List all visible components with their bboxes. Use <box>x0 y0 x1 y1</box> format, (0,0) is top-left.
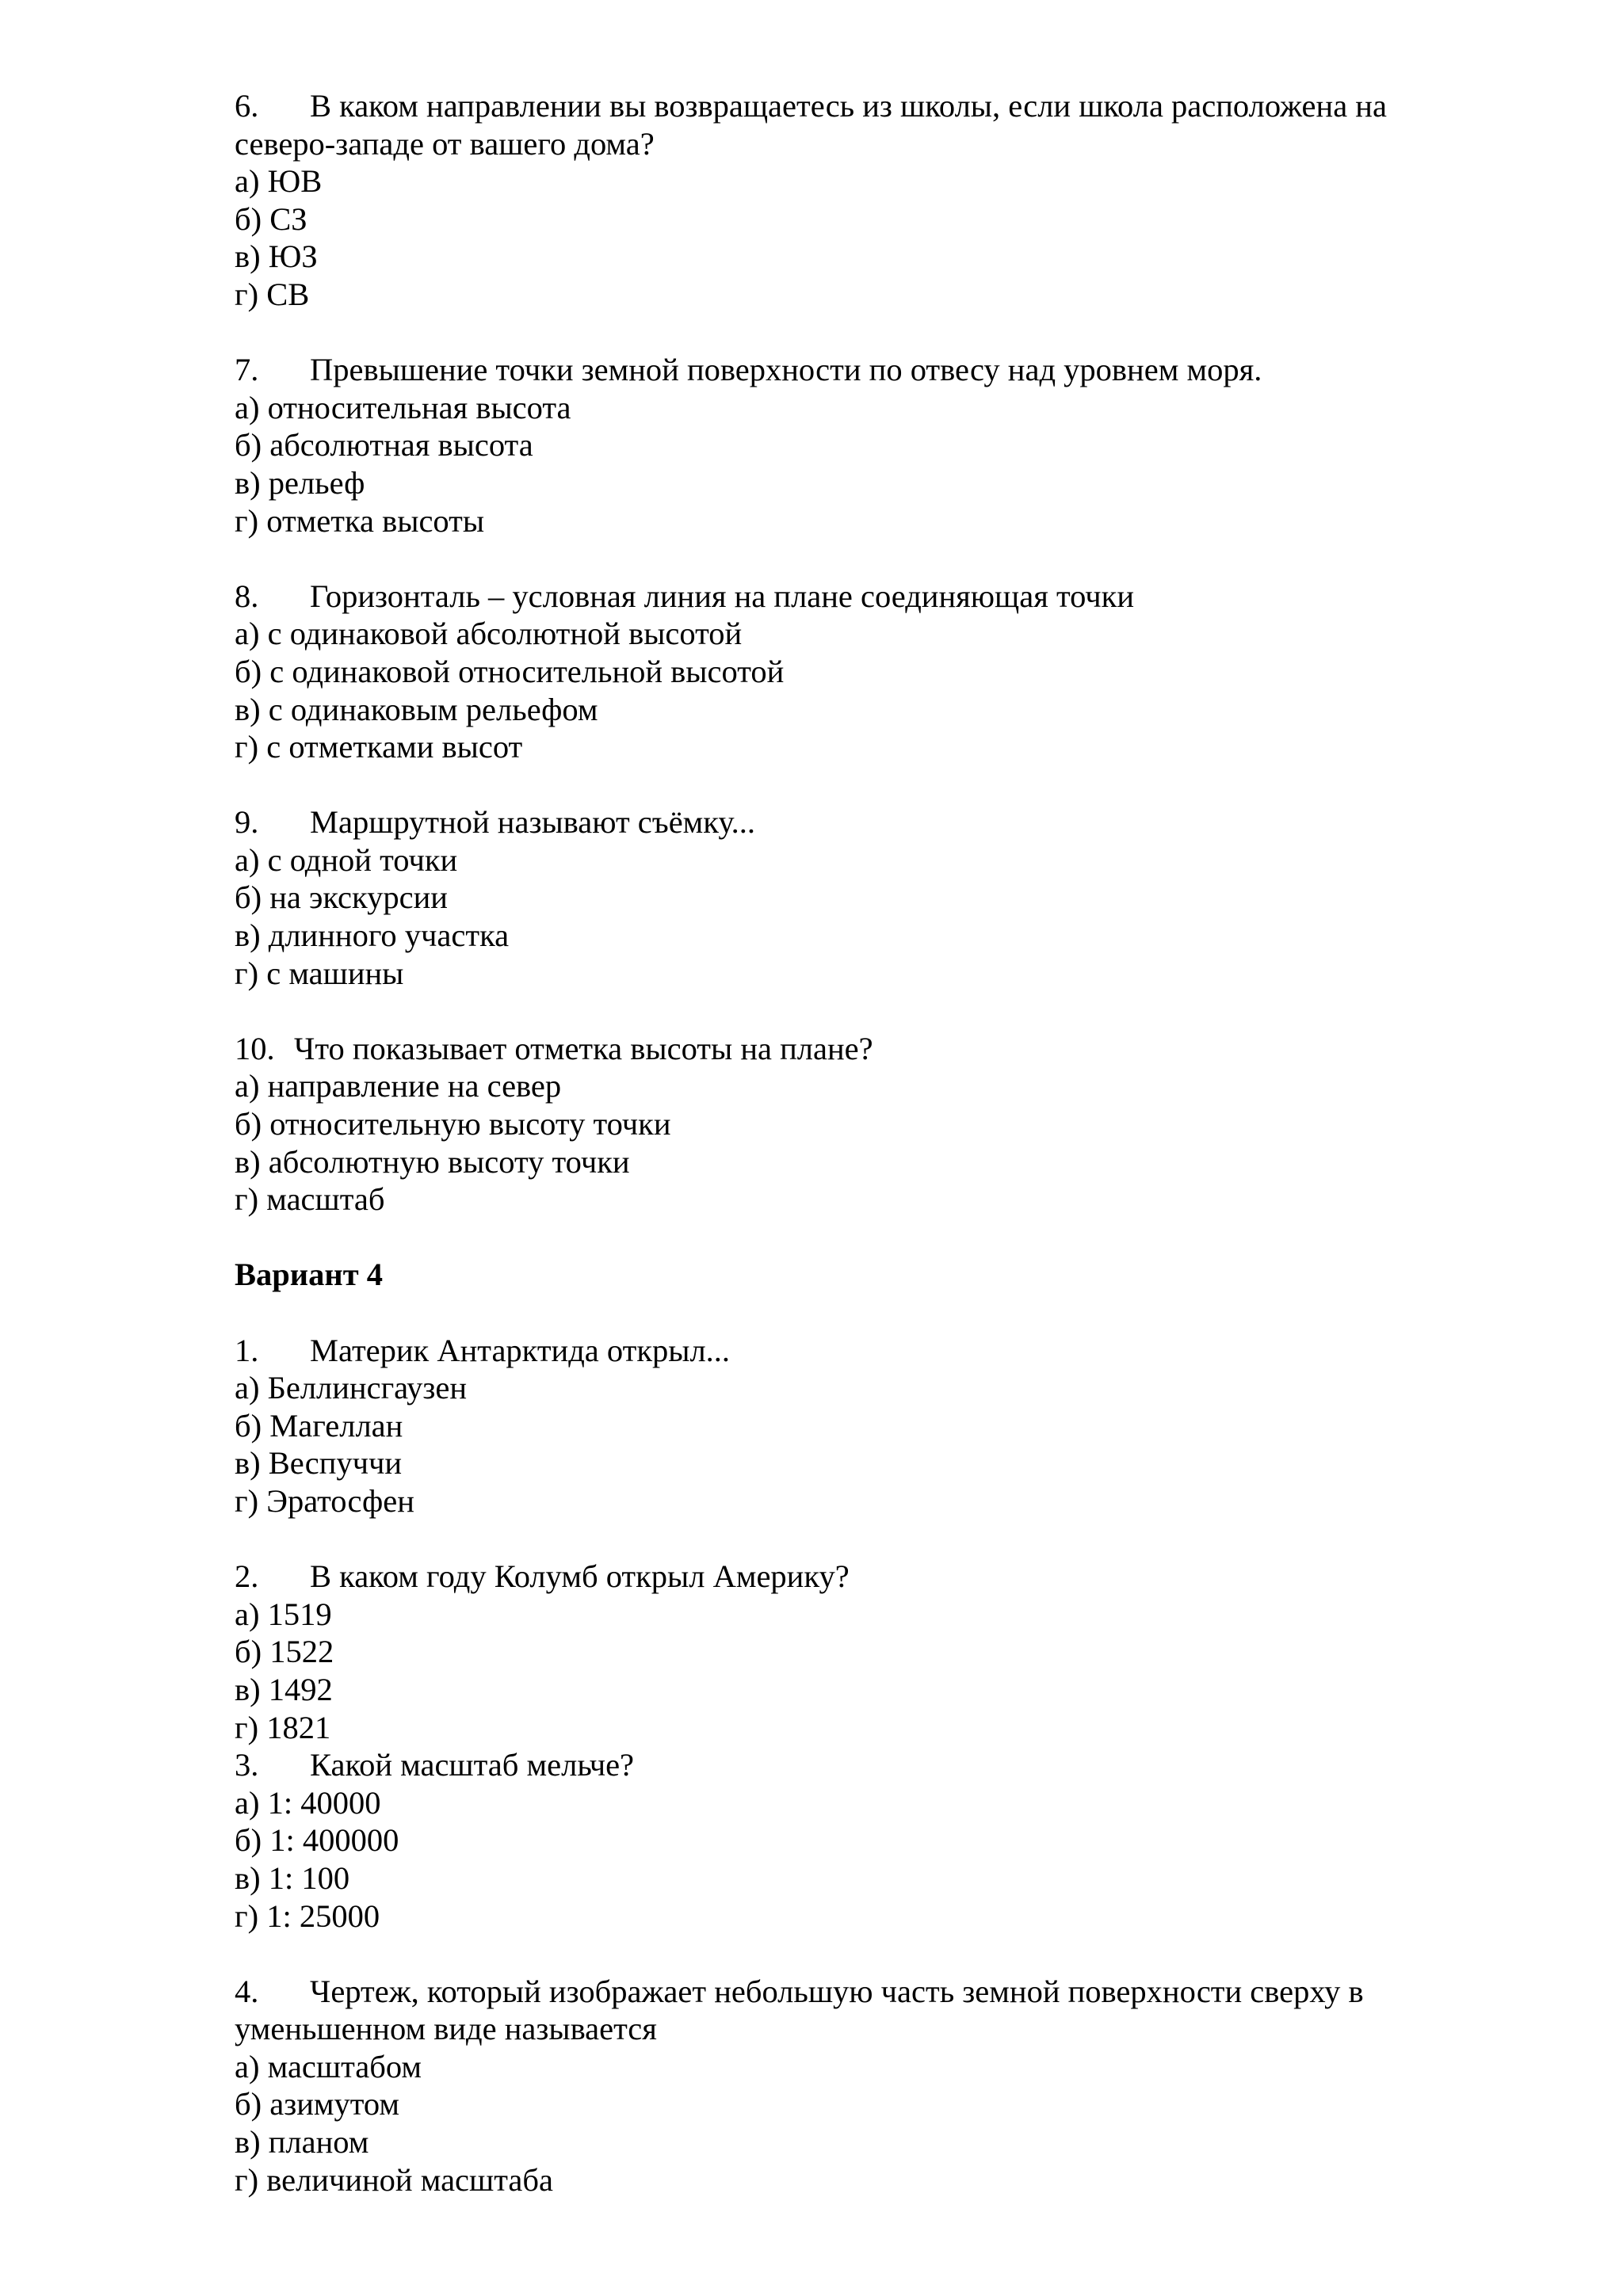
question-text: Что показывает отметка высоты на плане? <box>294 1030 873 1066</box>
answer-option: г) с отметками высот <box>235 729 523 765</box>
variant-heading: Вариант 4 <box>235 1257 383 1293</box>
question-text: Какой масштаб мельче? <box>310 1747 635 1783</box>
question-number: 9. <box>235 804 259 841</box>
question-text: Чертеж, который изображает небольшую часть земной поверхности сверху в <box>310 1973 1364 2009</box>
answer-option: а) 1519 <box>235 1596 332 1632</box>
spacer <box>235 540 1439 578</box>
question-text-continued: северо-западе от вашего дома? <box>235 125 655 162</box>
answer-option: в) 1: 100 <box>235 1859 350 1896</box>
variant-question-4 <box>235 1973 1439 2011</box>
question-text: Горизонталь – условная линия на плане соединяющая точки <box>310 578 1135 614</box>
answer-option: г) масштаб <box>235 1181 385 1218</box>
question-text: Превышение точки земной поверхности по отвесу над уровнем моря. <box>310 352 1262 388</box>
question-8 <box>235 578 1439 616</box>
answer-option: б) на экскурсии <box>235 879 448 916</box>
question-text: В каком году Колумб открыл Америку? <box>310 1558 850 1595</box>
answer-option: г) отметка высоты <box>235 502 485 539</box>
question-number: 2. <box>235 1558 259 1595</box>
answer-option: б) 1522 <box>235 1634 334 1670</box>
question-number: 1. <box>235 1332 259 1368</box>
document-page <box>235 87 1439 2199</box>
spacer <box>235 1294 1439 1332</box>
spacer <box>235 1520 1439 1558</box>
answer-option: а) масштабом <box>235 2048 422 2084</box>
question-text: Материк Антарктида открыл... <box>310 1332 731 1368</box>
answer-option: в) 1492 <box>235 1671 333 1707</box>
question-number: 4. <box>235 1973 259 2009</box>
answer-option: б) Магеллан <box>235 1407 403 1444</box>
answer-option: а) с одинаковой абсолютной высотой <box>235 616 743 652</box>
answer-option: в) рельеф <box>235 464 365 501</box>
answer-option: г) 1: 25000 <box>235 1897 380 1934</box>
answer-option: в) длинного участка <box>235 917 510 954</box>
spacer <box>235 1935 1439 1973</box>
answer-option: а) с одной точки <box>235 841 458 878</box>
answer-option: в) Веспуччи <box>235 1445 403 1482</box>
answer-option: г) 1821 <box>235 1709 331 1745</box>
variant-question-1 <box>235 1332 1439 1370</box>
question-number: 10. <box>235 1030 275 1066</box>
question-text: В каком направлении вы возвращаетесь из школы, если школа расположена на <box>310 88 1387 124</box>
variant-question-3 <box>235 1746 1439 1784</box>
answer-option: в) планом <box>235 2124 369 2161</box>
question-number: 8. <box>235 578 259 614</box>
answer-option: б) СЗ <box>235 200 307 237</box>
answer-option: б) относительную высоту точки <box>235 1106 671 1142</box>
answer-option: г) СВ <box>235 276 310 312</box>
answer-option: б) с одинаковой относительной высотой <box>235 653 785 689</box>
question-text: Маршрутной называют съёмку... <box>310 804 755 841</box>
question-10 <box>235 1030 1439 1068</box>
spacer <box>235 314 1439 352</box>
answer-option: в) с одинаковым рельефом <box>235 691 598 727</box>
answer-option: б) абсолютная высота <box>235 427 533 463</box>
answer-option: б) азимутом <box>235 2086 400 2122</box>
answer-option: а) направление на север <box>235 1068 562 1104</box>
spacer <box>235 1219 1439 1257</box>
question-number: 3. <box>235 1747 259 1783</box>
question-number: 6. <box>235 88 259 124</box>
answer-option: а) ЮВ <box>235 163 323 200</box>
answer-option: г) Эратосфен <box>235 1482 414 1519</box>
spacer <box>235 992 1439 1030</box>
question-text-continued: уменьшенном виде называется <box>235 2011 657 2047</box>
answer-option: в) абсолютную высоту точки <box>235 1143 630 1180</box>
variant-question-2 <box>235 1558 1439 1596</box>
question-7 <box>235 351 1439 389</box>
answer-option: в) ЮЗ <box>235 238 318 275</box>
answer-option: б) 1: 400000 <box>235 1822 399 1859</box>
answer-option: г) с машины <box>235 955 404 991</box>
answer-option: а) относительная высота <box>235 389 571 425</box>
answer-option: г) величиной масштаба <box>235 2161 553 2198</box>
question-number: 7. <box>235 352 259 388</box>
question-9 <box>235 803 1439 841</box>
spacer <box>235 766 1439 804</box>
question-6 <box>235 87 1439 125</box>
answer-option: а) Беллинсгаузен <box>235 1370 467 1406</box>
answer-option: а) 1: 40000 <box>235 1784 381 1821</box>
